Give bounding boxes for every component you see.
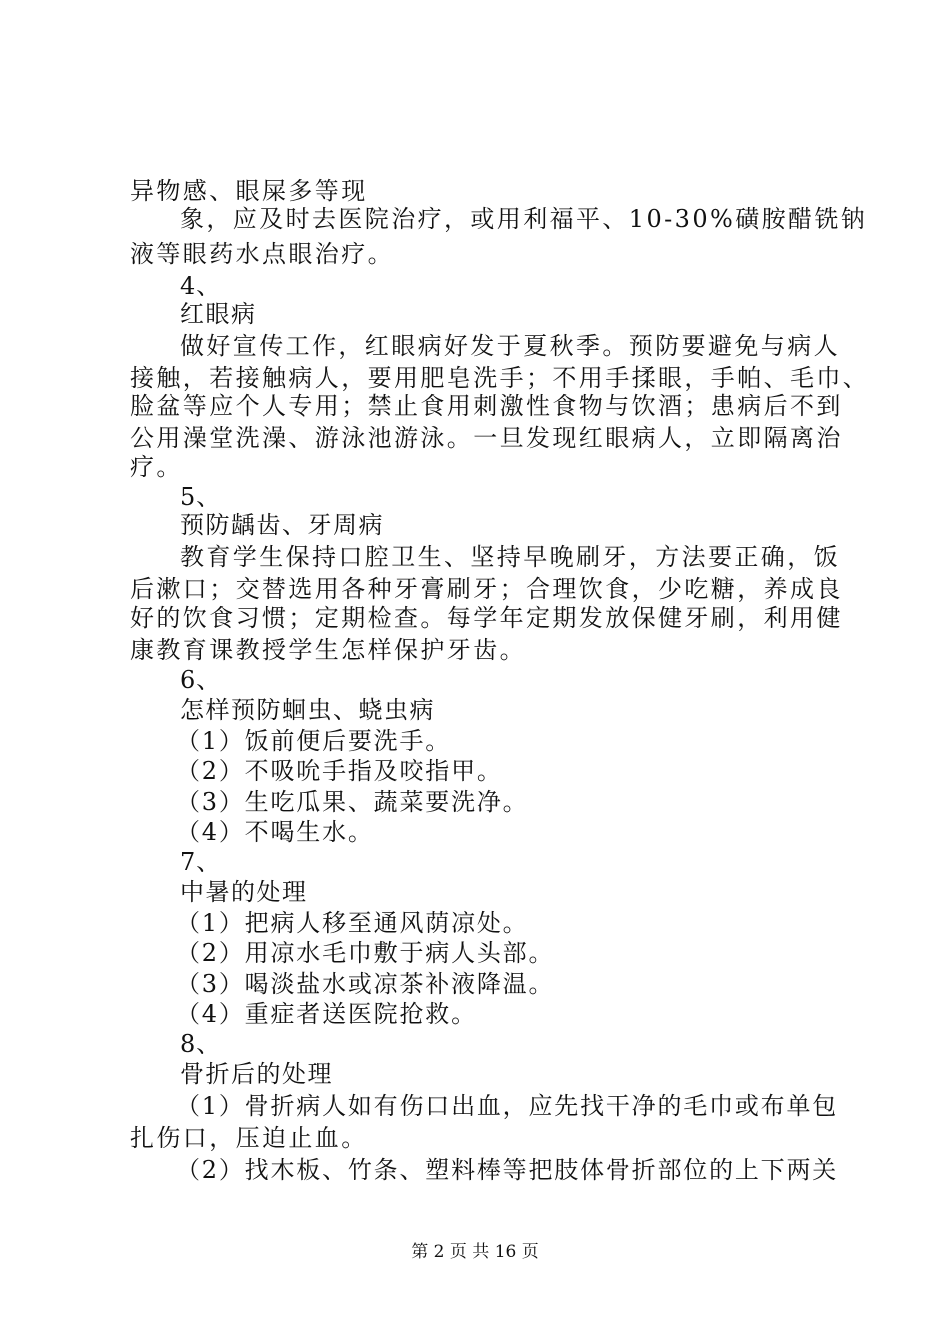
section-number: 6、 bbox=[180, 666, 222, 694]
section-number: 4、 bbox=[180, 272, 222, 300]
section-heading: 预防龋齿、牙周病 bbox=[180, 511, 384, 539]
section-heading: 骨折后的处理 bbox=[180, 1060, 333, 1088]
text-line: 康教育课教授学生怎样保护牙齿。 bbox=[130, 636, 526, 664]
section-number: 7、 bbox=[180, 848, 222, 876]
text-line: 象，应及时去医院治疗，或用利福平、10-30%磺胺醋铣钠 bbox=[180, 205, 868, 233]
text-line: 教育学生保持口腔卫生、坚持早晚刷牙，方法要正确，饭 bbox=[180, 543, 840, 571]
list-item: （1）骨折病人如有伤口出血，应先找干净的毛巾或布单包 bbox=[176, 1092, 839, 1120]
list-item: （2）找木板、竹条、塑料棒等把肢体骨折部位的上下两关 bbox=[176, 1156, 839, 1184]
text-line: 扎伤口，压迫止血。 bbox=[130, 1124, 368, 1152]
text-line: 公用澡堂洗澡、游泳池游泳。一旦发现红眼病人，立即隔离治 bbox=[130, 424, 843, 452]
text-line: 脸盆等应个人专用；禁止食用刺激性食物与饮酒；患病后不到 bbox=[130, 392, 843, 420]
list-item: （3）喝淡盐水或凉茶补液降温。 bbox=[176, 970, 555, 998]
section-heading: 红眼病 bbox=[180, 300, 257, 328]
section-heading: 怎样预防蛔虫、蛲虫病 bbox=[180, 696, 435, 724]
list-item: （4）重症者送医院抢救。 bbox=[176, 1000, 477, 1028]
text-line: 做好宣传工作，红眼病好发于夏秋季。预防要避免与病人 bbox=[180, 332, 840, 360]
list-item: （2）用凉水毛巾敷于病人头部。 bbox=[176, 939, 555, 967]
text-line: 好的饮食习惯；定期检查。每学年定期发放保健牙刷，利用健 bbox=[130, 604, 843, 632]
list-item: （2）不吸吮手指及咬指甲。 bbox=[176, 757, 503, 785]
text-line: 异物感、眼屎多等现 bbox=[130, 177, 368, 205]
text-line: 后漱口；交替选用各种牙膏刷牙；合理饮食，少吃糖，养成良 bbox=[130, 575, 843, 603]
section-number: 8、 bbox=[180, 1030, 222, 1058]
page-footer: 第 2 页 共 16 页 bbox=[411, 1242, 539, 1262]
text-line: 液等眼药水点眼治疗。 bbox=[130, 240, 394, 268]
list-item: （1）把病人移至通风荫凉处。 bbox=[176, 909, 529, 937]
list-item: （4）不喝生水。 bbox=[176, 818, 374, 846]
section-number: 5、 bbox=[180, 483, 222, 511]
list-item: （1）饭前便后要洗手。 bbox=[176, 727, 452, 755]
list-item: （3）生吃瓜果、蔬菜要洗净。 bbox=[176, 788, 529, 816]
text-line: 疗。 bbox=[130, 453, 183, 481]
section-heading: 中暑的处理 bbox=[180, 878, 308, 906]
text-line: 接触，若接触病人，要用肥皂洗手；不用手揉眼，手帕、毛巾、 bbox=[130, 364, 870, 392]
